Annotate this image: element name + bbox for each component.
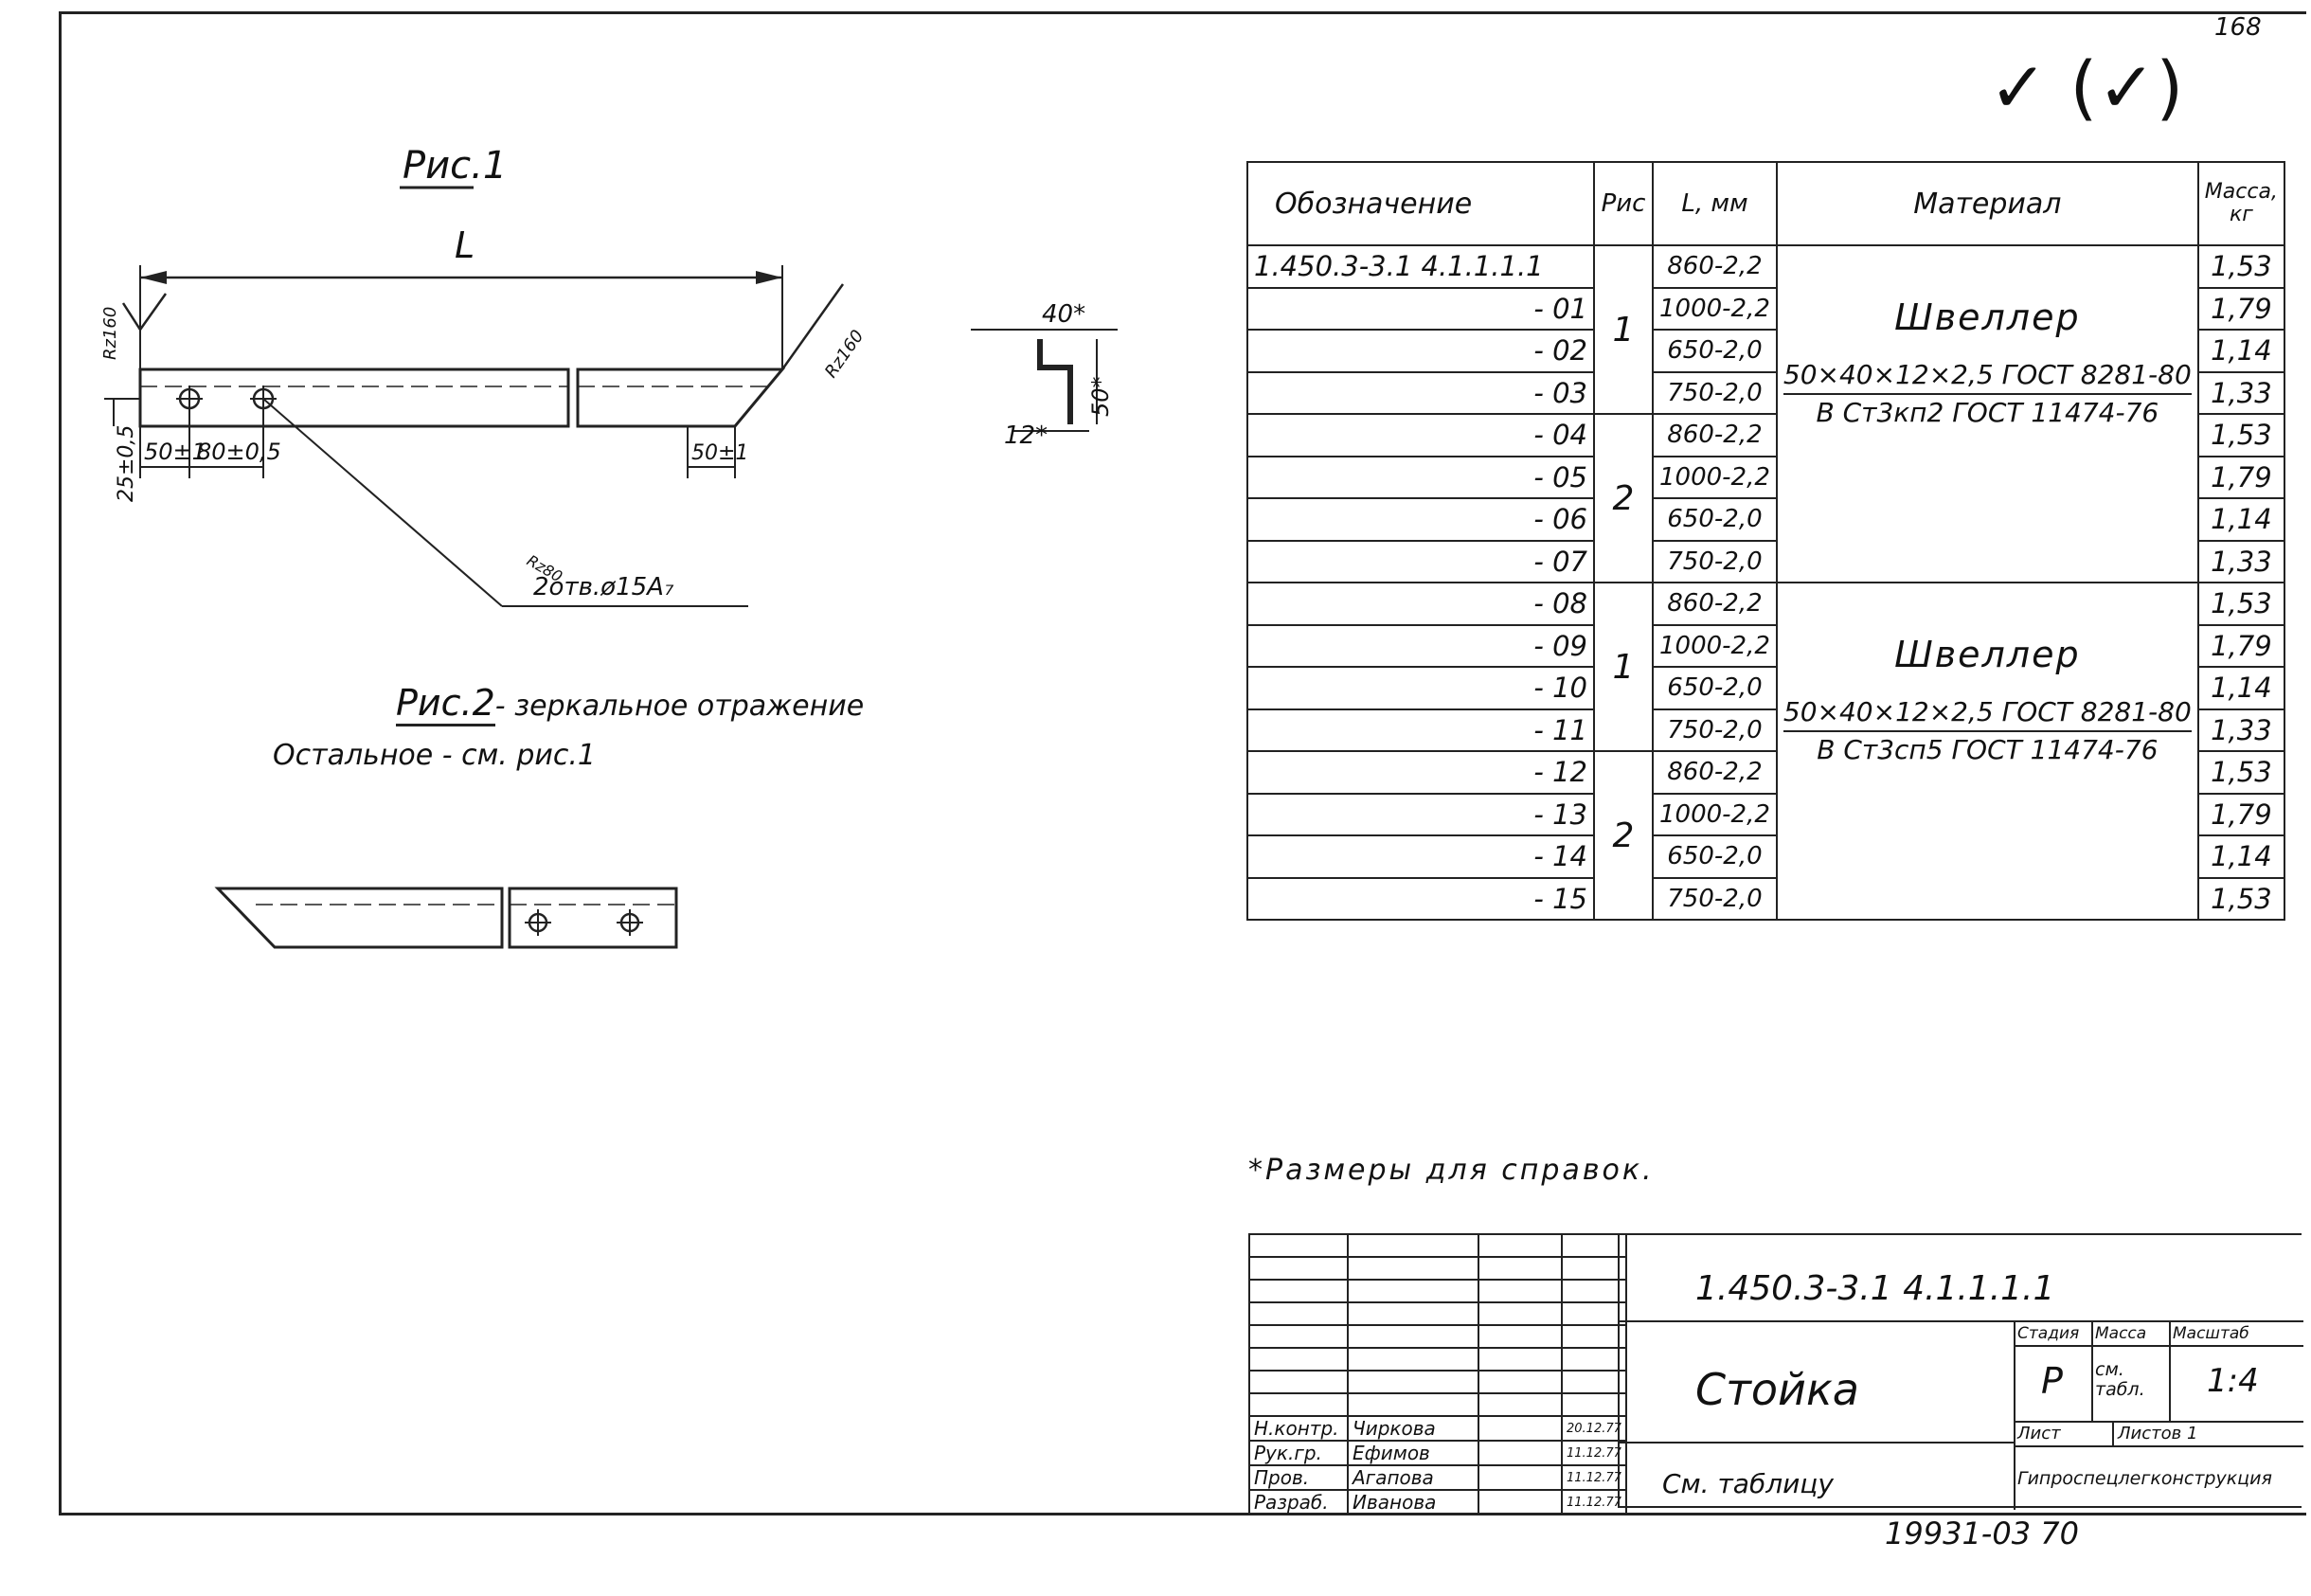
fig2-caption-text: - зеркальное отражение bbox=[494, 690, 865, 723]
staff-date: 20.12.77 bbox=[1562, 1416, 1626, 1441]
check-mark: ✓ (✓) bbox=[1989, 47, 2184, 129]
cell-length: 650-2,0 bbox=[1653, 330, 1777, 372]
cell-designation: - 04 bbox=[1247, 414, 1594, 457]
staff-date: 11.12.77 bbox=[1562, 1441, 1626, 1465]
dim-50-right: 50±1 bbox=[691, 441, 749, 465]
cell-designation: - 03 bbox=[1247, 372, 1594, 415]
cell-designation: - 10 bbox=[1247, 667, 1594, 709]
title-stage-label: Стадия bbox=[2017, 1324, 2080, 1343]
cell-designation: - 05 bbox=[1247, 457, 1594, 499]
specification-table bbox=[1246, 161, 2285, 921]
header-designation: Обозначение bbox=[1247, 162, 1594, 245]
cell-length: 1000-2,2 bbox=[1653, 625, 1777, 668]
cell-mass: 1,79 bbox=[2198, 794, 2284, 836]
rough-left: Rz160 bbox=[100, 306, 120, 360]
cell-length: 650-2,0 bbox=[1653, 498, 1777, 541]
material-name: Швеллер bbox=[1894, 634, 2081, 675]
cell-designation: - 06 bbox=[1247, 498, 1594, 541]
staff-role: Рук.гр. bbox=[1249, 1441, 1348, 1465]
cell-length: 750-2,0 bbox=[1653, 541, 1777, 583]
title-doc-code: 1.450.3-3.1 4.1.1.1.1 bbox=[1695, 1269, 2055, 1308]
cell-mass: 1,79 bbox=[2198, 288, 2284, 331]
title-part-name: Стойка bbox=[1695, 1364, 1859, 1415]
fig2-drawing bbox=[218, 881, 710, 957]
cell-length: 650-2,0 bbox=[1653, 835, 1777, 878]
cell-mass: 1,14 bbox=[2198, 498, 2284, 541]
cell-mass: 1,53 bbox=[2198, 878, 2284, 921]
title-scale: 1:4 bbox=[2207, 1362, 2259, 1400]
cell-fig: 1 bbox=[1594, 583, 1653, 751]
cell-length: 860-2,2 bbox=[1653, 583, 1777, 625]
cell-length: 750-2,0 bbox=[1653, 372, 1777, 415]
title-organization: Гипроспецлегконструкция bbox=[2017, 1468, 2272, 1489]
cell-designation: - 13 bbox=[1247, 794, 1594, 836]
profile-dim-bottom: 12* bbox=[1004, 421, 1048, 450]
dim-L-label: L bbox=[455, 224, 475, 266]
table-row bbox=[1247, 583, 2284, 625]
rough-hole: Rz80 bbox=[524, 551, 566, 586]
cell-mass: 1,33 bbox=[2198, 372, 2284, 415]
title-material-ref: См. таблицу bbox=[1662, 1468, 1834, 1499]
staff-name: Ефимов bbox=[1348, 1441, 1478, 1465]
title-block-main bbox=[1618, 1233, 2302, 1508]
cell-material bbox=[1777, 245, 2198, 583]
cell-fig: 2 bbox=[1594, 414, 1653, 583]
cell-mass: 1,53 bbox=[2198, 751, 2284, 794]
profile-section bbox=[976, 284, 1146, 474]
staff-name: Иванова bbox=[1348, 1490, 1478, 1515]
fig1-drawing bbox=[100, 142, 1089, 601]
cell-designation: - 14 bbox=[1247, 835, 1594, 878]
material-name: Швеллер bbox=[1894, 296, 2081, 338]
cell-length: 1000-2,2 bbox=[1653, 457, 1777, 499]
cell-designation: - 15 bbox=[1247, 878, 1594, 921]
profile-dim-side: 50* bbox=[1087, 376, 1114, 417]
staff-role: Разраб. bbox=[1249, 1490, 1348, 1515]
profile-dim-top: 40* bbox=[1042, 300, 1086, 329]
cell-fig: 2 bbox=[1594, 751, 1653, 920]
material-spec bbox=[1783, 631, 2192, 768]
staff-row bbox=[1249, 1465, 1626, 1490]
header-mass: Масса, кг bbox=[2198, 162, 2284, 245]
dim-50-left: 50±1 bbox=[144, 439, 206, 465]
staff-date: 11.12.77 bbox=[1562, 1490, 1626, 1515]
material-profile-standard: 50×40×12×2,5 ГОСТ 8281-80 bbox=[1783, 694, 2192, 732]
staff-name: Агапова bbox=[1348, 1465, 1478, 1490]
material-profile-standard: 50×40×12×2,5 ГОСТ 8281-80 bbox=[1783, 357, 2192, 395]
title-mass-label: Масса bbox=[2095, 1324, 2147, 1343]
title-sheet-label: Лист bbox=[2017, 1424, 2061, 1444]
cell-fig: 1 bbox=[1594, 245, 1653, 414]
dim-80: 80±0,5 bbox=[197, 439, 281, 465]
fig1-title: Рис.1 bbox=[403, 144, 508, 188]
cell-designation: 1.450.3-3.1 4.1.1.1.1 bbox=[1247, 245, 1594, 288]
header-material: Материал bbox=[1777, 162, 2198, 245]
cell-length: 1000-2,2 bbox=[1653, 794, 1777, 836]
cell-length: 750-2,0 bbox=[1653, 709, 1777, 752]
cell-designation: - 01 bbox=[1247, 288, 1594, 331]
title-mass-value: см. табл. bbox=[2095, 1359, 2145, 1400]
fig2-caption bbox=[396, 682, 864, 724]
title-block-staff bbox=[1248, 1233, 1627, 1515]
material-spec bbox=[1783, 294, 2192, 431]
cell-mass: 1,14 bbox=[2198, 835, 2284, 878]
title-stage: Р bbox=[2041, 1360, 2063, 1402]
cell-mass: 1,53 bbox=[2198, 245, 2284, 288]
page-number: 168 bbox=[2214, 13, 2262, 42]
cell-length: 750-2,0 bbox=[1653, 878, 1777, 921]
material-steel-standard: В Ст3кп2 ГОСТ 11474-76 bbox=[1816, 397, 2159, 429]
cell-mass: 1,53 bbox=[2198, 414, 2284, 457]
cell-length: 860-2,2 bbox=[1653, 751, 1777, 794]
cell-designation: - 02 bbox=[1247, 330, 1594, 372]
cell-length: 860-2,2 bbox=[1653, 245, 1777, 288]
rough-right: Rz160 bbox=[820, 326, 869, 382]
fig2-title: Рис.2 bbox=[396, 682, 495, 726]
cell-mass: 1,33 bbox=[2198, 541, 2284, 583]
staff-row bbox=[1249, 1441, 1626, 1465]
cell-mass: 1,14 bbox=[2198, 667, 2284, 709]
cell-length: 1000-2,2 bbox=[1653, 288, 1777, 331]
staff-role: Пров. bbox=[1249, 1465, 1348, 1490]
cell-designation: - 08 bbox=[1247, 583, 1594, 625]
cell-designation: - 07 bbox=[1247, 541, 1594, 583]
cell-length: 860-2,2 bbox=[1653, 414, 1777, 457]
staff-name: Чиркова bbox=[1348, 1416, 1478, 1441]
cell-mass: 1,79 bbox=[2198, 625, 2284, 668]
cell-designation: - 11 bbox=[1247, 709, 1594, 752]
footnote: *Размеры для справок. bbox=[1248, 1154, 1655, 1187]
staff-date: 11.12.77 bbox=[1562, 1465, 1626, 1490]
header-fig: Рис bbox=[1594, 162, 1653, 245]
holes-callout: 2отв.ø15A₇ bbox=[533, 573, 674, 601]
table-header-row bbox=[1247, 162, 2284, 245]
cell-mass: 1,14 bbox=[2198, 330, 2284, 372]
staff-row bbox=[1249, 1416, 1626, 1441]
cell-material bbox=[1777, 583, 2198, 920]
title-sheets-label: Листов 1 bbox=[2118, 1424, 2198, 1444]
staff-row bbox=[1249, 1490, 1626, 1515]
cell-mass: 1,79 bbox=[2198, 457, 2284, 499]
title-scale-label: Масштаб bbox=[2173, 1324, 2249, 1343]
fig2-note: Остальное - см. рис.1 bbox=[273, 739, 597, 772]
cell-mass: 1,53 bbox=[2198, 583, 2284, 625]
dim-height: 25±0,5 bbox=[115, 424, 138, 502]
cell-length: 650-2,0 bbox=[1653, 667, 1777, 709]
header-length: L, мм bbox=[1653, 162, 1777, 245]
cell-designation: - 09 bbox=[1247, 625, 1594, 668]
staff-role: Н.контр. bbox=[1249, 1416, 1348, 1441]
material-steel-standard: В Ст3сп5 ГОСТ 11474-76 bbox=[1817, 734, 2159, 766]
bottom-code: 19931-03 70 bbox=[1885, 1515, 2079, 1551]
cell-designation: - 12 bbox=[1247, 751, 1594, 794]
cell-mass: 1,33 bbox=[2198, 709, 2284, 752]
table-row bbox=[1247, 245, 2284, 288]
